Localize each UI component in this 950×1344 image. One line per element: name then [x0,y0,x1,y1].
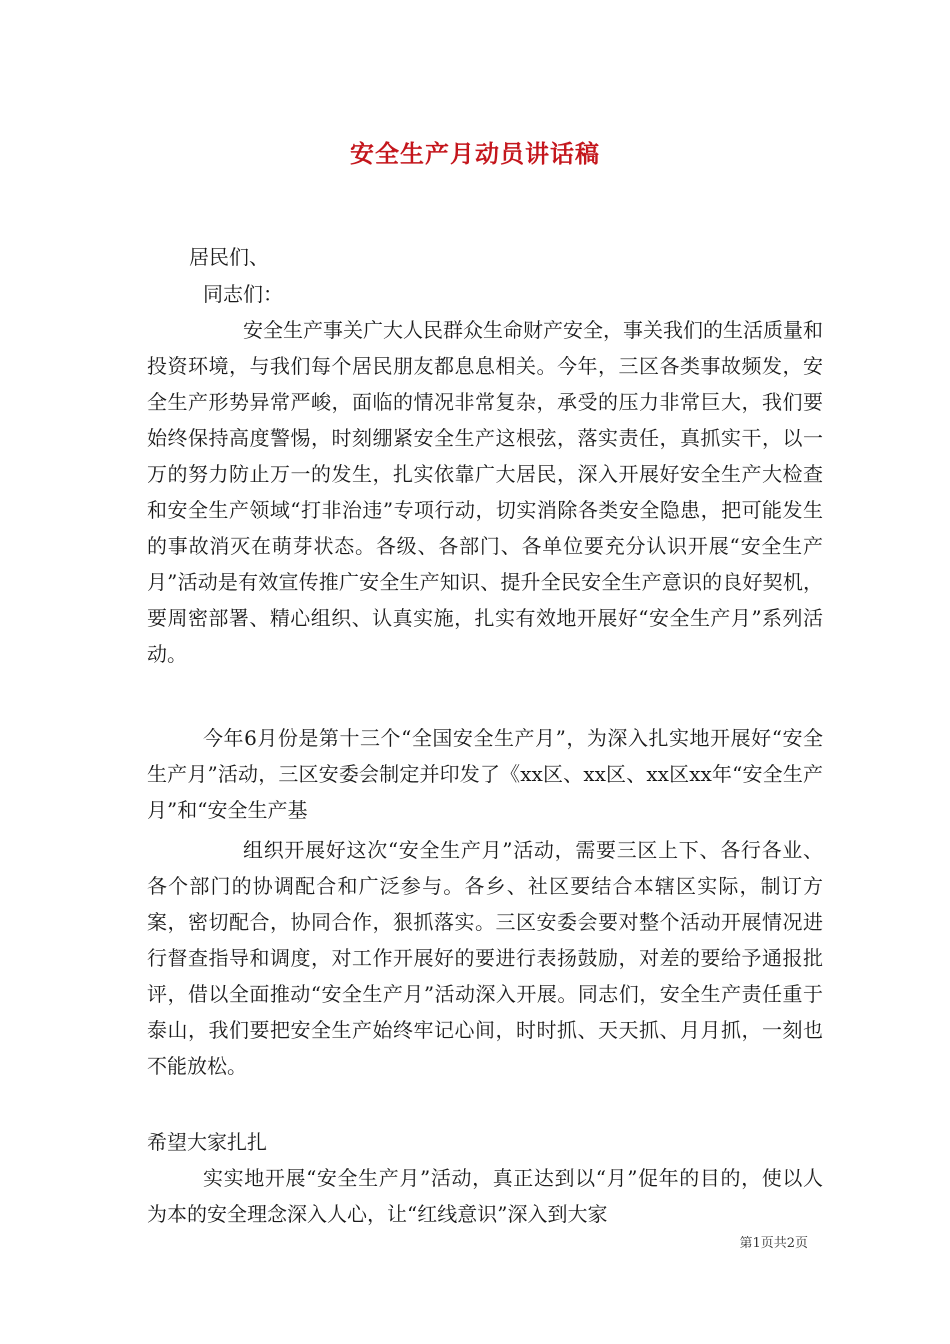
salutation-comrades: 同志们： [203,282,283,306]
salutation-residents: 居民们、 [189,245,269,269]
page-number-footer: 第1页共2页 [739,1236,808,1251]
paragraph-2: 今年6月份是第十三个“全国安全生产月”，为深入扎实地开展好“安全生产月”活动，三区安委会制定并印发了《xx区、xx区、xx区xx年“安全生产月”和“安全生产基 [147,726,823,822]
document-title: 安全生产月动员讲话稿 [350,139,600,168]
paragraph-3: 组织开展好这次“安全生产月”活动，需要三区上下、各行各业、各个部门的协调配合和广泛参与。各乡、社区要结合本辖区实际，制订方案，密切配合，协同合作，狠抓落实。三区安委会要对整个活动开展情况进行督查指导和调度，对工作开展好的要进行表扬鼓励，对差的要给予通报批评，借以全面推动“安全生产月”活动深入开展。同志们，安全生产责任重于泰山，我们要把安全生产始终牢记心间，时时抓、天天抓、月月抓，一刻也不能放松。 [147,838,823,1078]
paragraph-4: 希望大家扎扎 [147,1130,267,1154]
paragraph-5: 实实地开展“安全生产月”活动，真正达到以“月”促年的目的，使以人为本的安全理念深入人心，让“红线意识”深入到大家 [147,1166,823,1226]
paragraph-1: 安全生产事关广大人民群众生命财产安全，事关我们的生活质量和投资环境，与我们每个居民朋友都息息相关。今年，三区各类事故频发，安全生产形势异常严峻，面临的情况非常复杂，承受的压力非常巨大，我们要始终保持高度警惕，时刻绷紧安全生产这根弦，落实责任，真抓实干，以一万的努力防止万一的发生，扎实依靠广大居民，深入开展好安全生产大检查和安全生产领域“打非治违”专项行动，切实消除各类安全隐患，把可能发生的事故消灭在萌芽状态。各级、各部门、各单位要充分认识开展“安全生产月”活动是有效宣传推广安全生产知识、提升全民安全生产意识的良好契机，要周密部署、精心组织、认真实施，扎实有效地开展好“安全生产月”系列活动。 [147,318,823,666]
